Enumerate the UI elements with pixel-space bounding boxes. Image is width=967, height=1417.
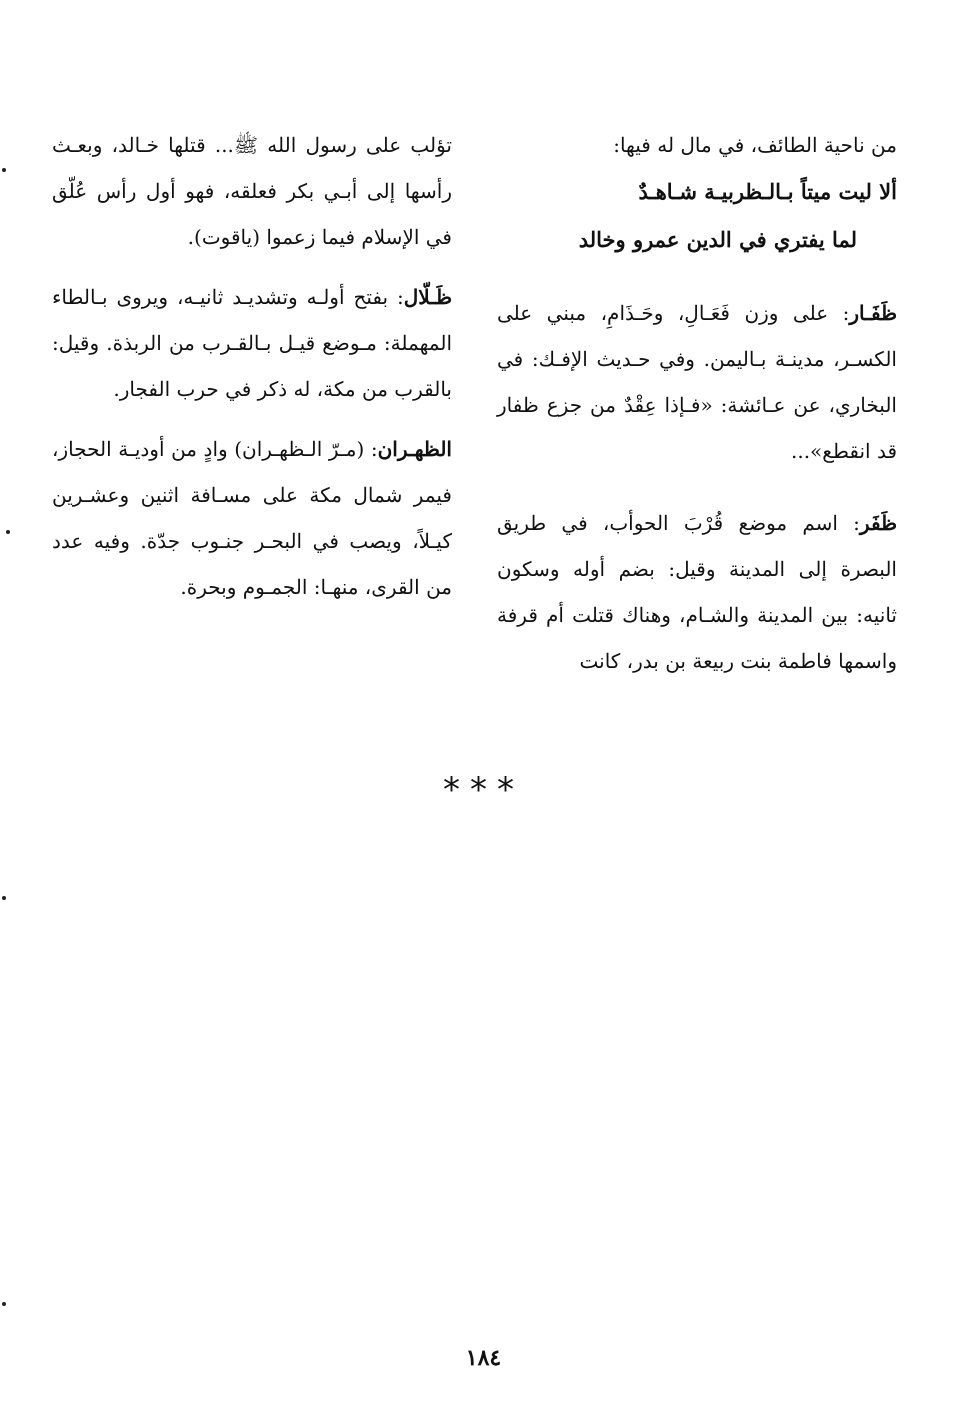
entry-term: ظَفَـار xyxy=(849,301,897,325)
entry-dhafar xyxy=(497,290,897,474)
right-column xyxy=(497,122,897,684)
entry-dhafr xyxy=(497,500,897,684)
entry-dhallal xyxy=(52,274,452,412)
continuation-paragraph: تؤلب على رسول الله ﷺ... قتلها خـالد، وبعـث رأسها إلى أبـي بكر فعلقه، فهو أول رأس عُلّق في الإسلام فيما زعموا (ياقوت). xyxy=(52,133,452,249)
section-separator: *** xyxy=(443,770,524,810)
verse-line-1: ألا ليت ميتاً بـالـظربيـة شـاهـدٌ xyxy=(638,179,897,204)
entry-dhahran xyxy=(52,426,452,610)
entry-text: : بفتح أولـه وتشديـد ثانيـه، ويروى بـالطاء المهملة: مـوضع قيـل بـالقـرب من الربذة. وقيل: بالقرب من مكة، له ذكر في حرب الفجار. xyxy=(52,285,452,401)
scan-mark xyxy=(6,530,10,534)
scan-mark xyxy=(2,168,6,172)
entry-term: ظَفَر xyxy=(859,511,897,535)
scan-mark xyxy=(2,1302,6,1306)
entry-text: : اسم موضع قُرْبَ الحوأب، في طريق البصرة إلى المدينة وقيل: بضم أوله وسكون ثانيه: بين المدينة والشـام، وهناك قتلت أم قرفة واسمها فاطمة بنت ربيعة بن بدر، كانت xyxy=(497,511,897,673)
intro-line: من ناحية الطائف، في مال له فيها: xyxy=(613,133,897,157)
verse-line-2: لما يفتري في الدين عمرو وخالد xyxy=(578,227,857,252)
scan-mark xyxy=(2,896,6,900)
left-column xyxy=(52,122,452,610)
entry-text: : على وزن فَعَـالِ، وحَـذَامِ، مبني على الكسـر، مدينـة بـاليمن. وفي حـديث الإفـك: في البخاري، عن عـائشة: «فـإذا عِقْدٌ من جزع ظفار قد انقطع»... xyxy=(497,301,897,463)
entry-term: الظهـران xyxy=(377,437,452,461)
entry-term: ظَـلّال xyxy=(403,285,452,309)
entry-text: : (مـرّ الـظهـران) وادٍ من أوديـة الحجاز، فيمر شمال مكة على مسـافة اثنين وعشـرين كيـلاً، ويصب في البحـر جنـوب جدّة. وفيه عدد من القرى، منهـا: الجمـوم وبحرة. xyxy=(52,437,452,599)
page-number: ١٨٤ xyxy=(465,1345,502,1371)
